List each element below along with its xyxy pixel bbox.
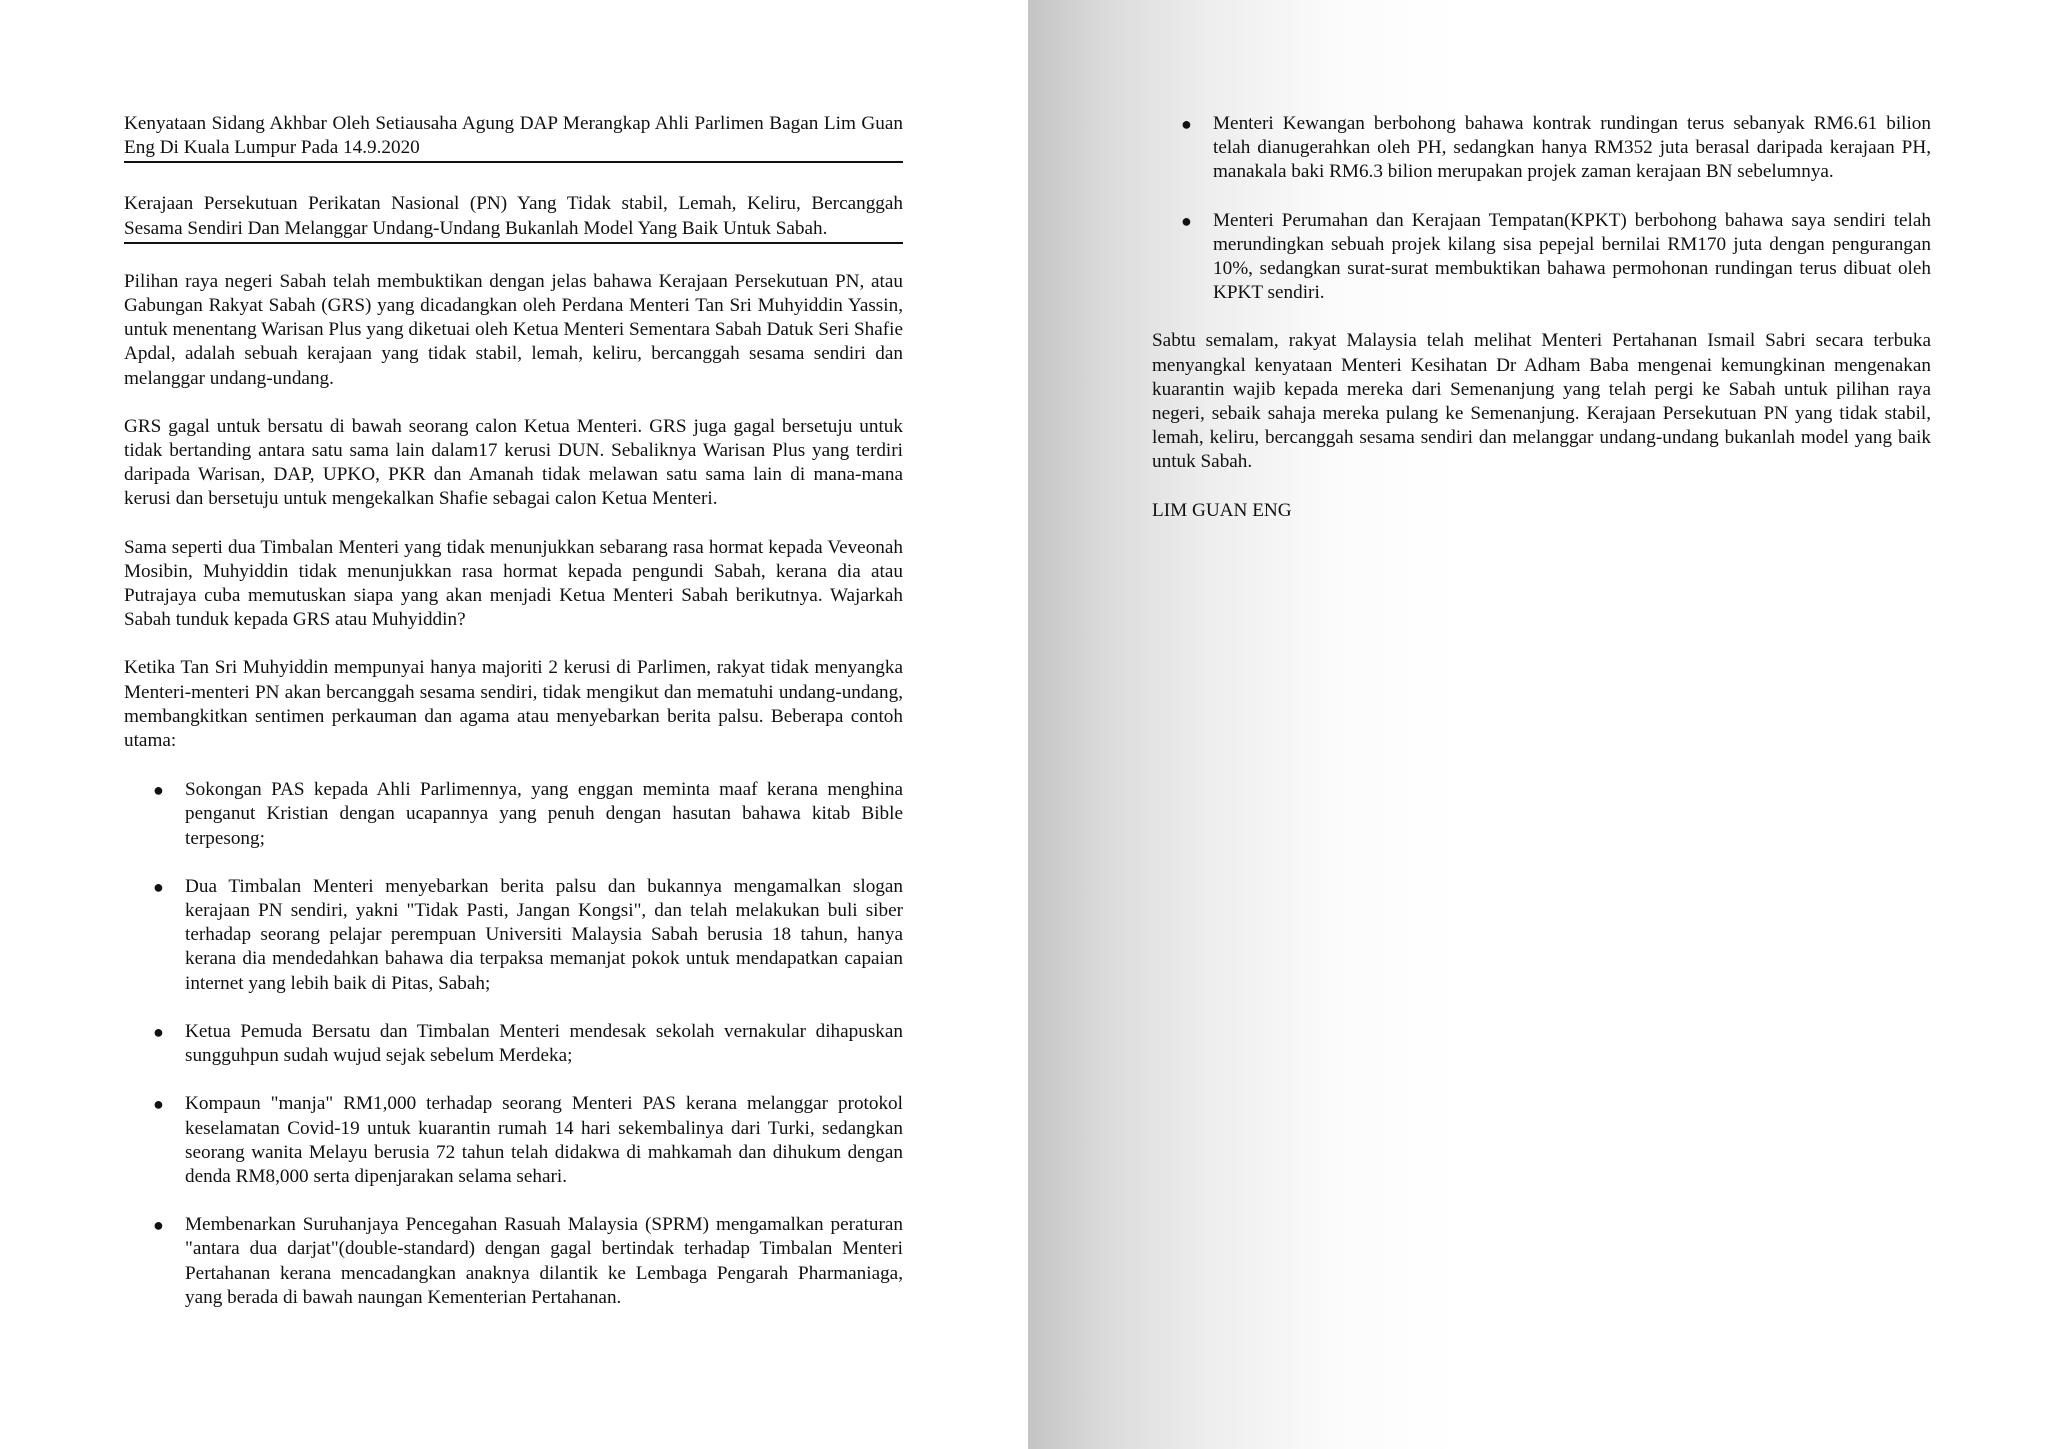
list-item	[153, 1020, 903, 1068]
list-item-text: Ketua Pemuda Bersatu dan Timbalan Menteri mendesak sekolah vernakular dihapuskan sungguhpun sudah wujud sejak sebelum Merdeka;	[185, 1020, 903, 1067]
bullet-list	[153, 778, 903, 1310]
paragraph: Ketika Tan Sri Muhyiddin mempunyai hanya majoriti 2 kerusi di Parlimen, rakyat tidak menyangka Menteri-menteri PN akan bercanggah sesama sendiri, tidak mengikut dan mematuhi undang-undang, membangkitkan sentimen perkauman dan agama atau menyebarkan berita palsu. Beberapa contoh utama:	[124, 657, 903, 752]
paragraph: Pilihan raya negeri Sabah telah membuktikan dengan jelas bahawa Kerajaan Persekutuan PN, atau Gabungan Rakyat Sabah (GRS) yang dicadangkan oleh Perdana Menteri Tan Sri Muhyiddin Yassin, untuk menentang Warisan Plus yang diketuai oleh Ketua Menteri Sementara Sabah Datuk Seri Shafie Apdal, adalah sebuah kerajaan yang tidak stabil, lemah, keliru, bercanggah sesama sendiri dan melanggar undang-undang.	[124, 270, 903, 389]
list-item	[1181, 209, 1931, 306]
signature: LIM GUAN ENG	[1152, 499, 1292, 521]
list-item-text: Dua Timbalan Menteri menyebarkan berita palsu dan bukannya mengamalkan slogan kerajaan PN sendiri, yakni "Tidak Pasti, Jangan Kongsi", dan telah melakukan buli siber terhadap seorang pelajar perempuan Universiti Malaysia Sabah berusia 18 tahun, hanya kerana dia mendedahkan bahawa dia terpaksa memanjat pokok untuk mendapatkan capaian internet yang lebih baik di Pitas, Sabah;	[185, 875, 903, 994]
right-column	[1152, 112, 1931, 547]
list-item-text: Menteri Perumahan dan Kerajaan Tempatan(KPKT) berbohong bahawa saya sendiri telah merundingkan sebuah projek kilang sisa pepejal bernilai RM170 juta dengan pengurangan 10%, sedangkan surat-surat membuktikan bahawa permohonan rundingan terus dibuat oleh KPKT sendiri.	[1213, 209, 1931, 304]
list-item	[153, 1092, 903, 1189]
list-item	[153, 1213, 903, 1310]
bullet-icon: ●	[1181, 210, 1192, 231]
left-column	[124, 112, 903, 1334]
list-item-text: Membenarkan Suruhanjaya Pencegahan Rasuah Malaysia (SPRM) mengamalkan peraturan "antara dua darjat"(double-standard) dengan gagal bertindak terhadap Timbalan Menteri Pertahanan kerana mencadangkan anaknya dilantik ke Lembaga Pengarah Pharmaniaga, yang berada di bawah naungan Kementerian Pertahanan.	[185, 1214, 903, 1308]
list-item	[153, 875, 903, 996]
list-item	[1181, 112, 1931, 185]
list-item-text: Menteri Kewangan berbohong bahawa kontrak rundingan terus sebanyak RM6.61 bilion telah dianugerahkan oleh PH, sedangkan hanya RM352 juta berasal daripada kerajaan PH, manakala baki RM6.3 bilion merupakan projek zaman kerajaan BN sebelumnya.	[1213, 113, 1931, 183]
paragraph: Sabtu semalam, rakyat Malaysia telah melihat Menteri Pertahanan Ismail Sabri secara terbuka menyangkal kenyataan Menteri Kesihatan Dr Adham Baba mengenai kemungkinan mengenakan kuarantin wajib kepada mereka dari Semenanjung yang telah pergi ke Sabah untuk pilihan raya negeri, sebaik sahaja mereka pulang ke Semenanjung. Kerajaan Persekutuan PN yang tidak stabil, lemah, keliru, bercanggah sesama sendiri dan melanggar undang-undang bukanlah model yang baik untuk Sabah.	[1152, 330, 1931, 473]
bullet-icon: ●	[153, 1094, 164, 1115]
list-item-text: Kompaun "manja" RM1,000 terhadap seorang Menteri PAS kerana melanggar protokol keselamatan Covid-19 untuk kuarantin rumah 14 hari sekembalinya dari Turki, sedangkan seorang wanita Melayu berusia 72 tahun telah didakwa di mahkamah dan dihukum dengan denda RM8,000 serta dipenjarakan selama sehari.	[185, 1093, 903, 1187]
bullet-icon: ●	[153, 876, 164, 897]
list-item-text: Sokongan PAS kepada Ahli Parlimennya, yang enggan meminta maaf kerana menghina penganut Kristian dengan ucapannya yang penuh dengan hasutan bahawa kitab Bible terpesong;	[185, 779, 903, 849]
document-heading: Kenyataan Sidang Akhbar Oleh Setiausaha Agung DAP Merangkap Ahli Parlimen Bagan Lim Guan Eng Di Kuala Lumpur Pada 14.9.2020	[124, 112, 903, 163]
bullet-list	[1181, 112, 1931, 305]
bullet-icon: ●	[153, 1215, 164, 1236]
paragraph: Sama seperti dua Timbalan Menteri yang tidak menunjukkan sebarang rasa hormat kepada Veveonah Mosibin, Muhyiddin tidak menunjukkan rasa hormat kepada pengundi Sabah, kerana dia atau Putrajaya cuba memutuskan siapa yang akan menjadi Ketua Menteri Sabah berikutnya. Wajarkah Sabah tunduk kepada GRS atau Muhyiddin?	[124, 536, 903, 631]
document-subheading: Kerajaan Persekutuan Perikatan Nasional (PN) Yang Tidak stabil, Lemah, Keliru, Bercanggah Sesama Sendiri Dan Melanggar Undang-Undang Bukanlah Model Yang Baik Untuk Sabah.	[124, 192, 903, 243]
list-item	[153, 778, 903, 851]
bullet-icon: ●	[1181, 114, 1192, 134]
bullet-icon: ●	[153, 1021, 164, 1042]
paragraph: GRS gagal untuk bersatu di bawah seorang calon Ketua Menteri. GRS juga gagal bersetuju untuk tidak bertanding antara satu sama lain dalam17 kerusi DUN. Sebaliknya Warisan Plus yang terdiri daripada Warisan, DAP, UPKO, PKR dan Amanah tidak melawan satu sama lain di mana-mana kerusi dan bersetuju untuk mengekalkan Shafie sebagai calon Ketua Menteri.	[124, 415, 903, 510]
bullet-icon: ●	[153, 780, 164, 801]
